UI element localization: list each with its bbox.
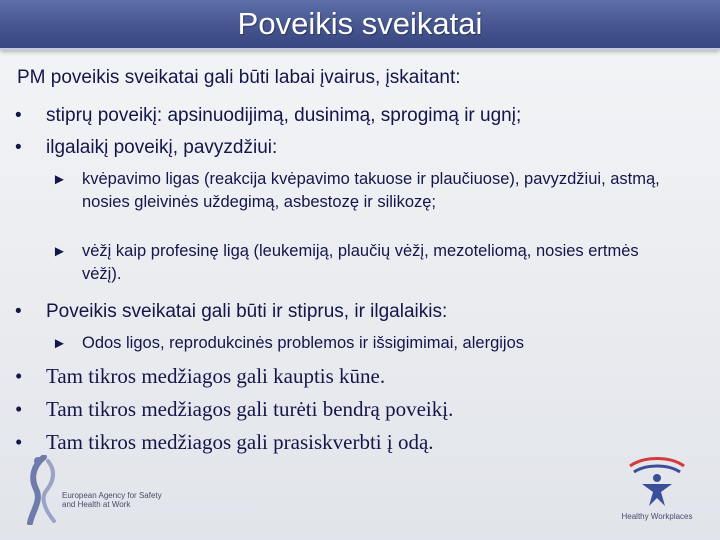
sub-bullet-text: kvėpavimo ligas (reakcija kvėpavimo takuose ir plaučiuose), pavyzdžiui, astmą, nosies gleivinės uždegimą, asbestozę ir silikozę;: [82, 170, 660, 211]
bullet-text: stiprų poveikį: apsinuodijimą, dusinimą, sprogimą ir ugnį;: [46, 105, 522, 126]
bullet-combined: [15, 397, 453, 421]
bullet-chronic: [15, 136, 277, 160]
eu-osha-logo: [26, 455, 176, 525]
slide-title: Poveikis sveikatai: [237, 6, 483, 41]
bullet-both: [15, 300, 447, 324]
bullet-marker: •: [15, 137, 22, 158]
bullet-text: ilgalaikį poveikį, pavyzdžiui:: [46, 137, 278, 158]
bullet-acute: [15, 104, 521, 128]
arrow-marker: ►: [52, 171, 67, 188]
healthy-workplaces-logo: [612, 452, 702, 532]
bullet-marker: •: [15, 105, 22, 126]
bullet-skin-penetrate: [15, 430, 434, 454]
healthy-workplaces-logo-icon: [612, 452, 702, 512]
sub-bullet-respiratory: [52, 168, 682, 214]
bullet-marker: •: [15, 364, 23, 388]
sub-bullet-text: Odos ligos, reprodukcinės problemos ir išsigimimai, alergijos: [82, 334, 525, 352]
bullet-text: Tam tikros medžiagos gali kauptis kūne.: [46, 364, 386, 388]
bullet-text: Tam tikros medžiagos gali prasiskverbti į odą.: [46, 430, 434, 454]
sub-bullet-skin: [52, 332, 682, 355]
bullet-text: Tam tikros medžiagos gali turėti bendrą poveikį.: [46, 397, 454, 421]
bullet-marker: •: [15, 430, 23, 454]
bullet-accumulate: [15, 364, 385, 388]
bullet-marker: •: [15, 397, 23, 421]
healthy-workplaces-logo-text: Healthy Workplaces: [621, 512, 693, 521]
sub-bullet-text: vėžį kaip profesinę ligą (leukemiją, plaučių vėžį, mezoteliomą, nosies ertmės vėžį).: [82, 242, 639, 283]
arrow-marker: ►: [52, 243, 67, 260]
bullet-text: Poveikis sveikatai gali būti ir stiprus, ir ilgalaikis:: [46, 301, 448, 322]
bullet-marker: •: [15, 301, 22, 322]
intro-text: PM poveikis sveikatai gali būti labai įvairus, įskaitant:: [17, 67, 461, 88]
eu-osha-logo-text: European Agency for Safety and Health at Work: [62, 491, 162, 509]
arrow-marker: ►: [52, 335, 67, 352]
eu-osha-logo-icon: [26, 455, 66, 525]
sub-bullet-cancer: [52, 240, 682, 286]
